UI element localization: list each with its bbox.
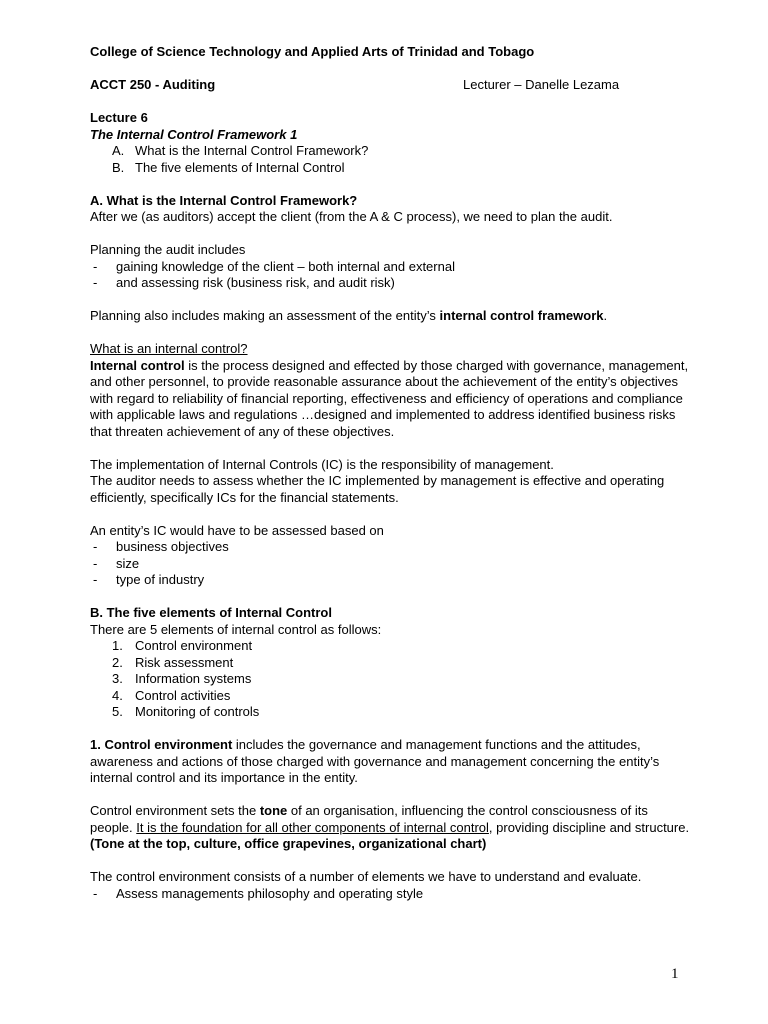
section-a-heading: A. What is the Internal Control Framework? xyxy=(90,192,358,208)
list-item: - business objectives xyxy=(90,539,690,556)
ic-definition: Internal control is the process designed and effected by those charged with governance, management, and other personnel, to provide reasonable assurance about the achievement of the entity’s objectives with regard to reliability of financial reporting, effectiveness and efficiency of operations and compliance with applicable laws and regulations …designed and implemented to address identified business risks that threaten achievement of any of these objectives. xyxy=(90,357,689,439)
list-item: - Assess managements philosophy and operating style xyxy=(90,886,690,903)
list-item: - type of industry xyxy=(90,572,690,589)
list-item: 4. Control activities xyxy=(112,687,231,703)
tone-para: Control environment sets the tone of an organisation, influencing the control consciousness of its people. It is the foundation for all other components of internal control, providing discipline and structure. (Tone at the top, culture, office grapevines, organizational chart) xyxy=(90,803,690,851)
elements-lead: The control environment consists of a number of elements we have to understand and evaluate. xyxy=(90,869,642,884)
lecture-number: Lecture 6 xyxy=(90,110,148,125)
control-environment-para: 1. Control environment includes the governance and management functions and the attitudes, awareness and actions of those charged with governance and management concerning the entity’s internal control and its importance in the entity. xyxy=(90,737,660,785)
course-line xyxy=(90,77,690,94)
ce-elements-list xyxy=(90,886,690,903)
section-b-heading: B. The five elements of Internal Control xyxy=(90,605,332,620)
elements-list xyxy=(90,638,690,721)
section-a-intro: After we (as auditors) accept the client (from the A & C process), we need to plan the audit. xyxy=(90,209,613,224)
list-item: 5. Monitoring of controls xyxy=(112,704,260,719)
implementation-line-2: The auditor needs to assess whether the IC implemented by management is effective and operating efficiently, specifically ICs for the financial statements. xyxy=(90,473,665,505)
list-item: 3. Information systems xyxy=(112,671,252,686)
lecture-outline xyxy=(90,143,690,176)
assess-lead: An entity’s IC would have to be assessed based on xyxy=(90,522,384,538)
college-name: College of Science Technology and Applied Arts of Trinidad and Tobago xyxy=(90,44,535,59)
outline-item: A. What is the Internal Control Framework? xyxy=(112,143,369,158)
document-page xyxy=(90,44,690,902)
planning-also: Planning also includes making an assessment of the entity’s internal control framework. xyxy=(90,308,608,323)
course-title: ACCT 250 - Auditing xyxy=(90,77,216,92)
implementation-line-1: The implementation of Internal Controls (IC) is the responsibility of management. xyxy=(90,456,554,472)
lecturer-name: Lecturer – Danelle Lezama xyxy=(463,77,620,92)
assess-list xyxy=(90,539,690,589)
outline-item: B. The five elements of Internal Control xyxy=(112,159,345,175)
list-item: - size xyxy=(90,556,690,573)
page-number: 1 xyxy=(671,966,679,982)
list-item: 2. Risk assessment xyxy=(112,654,234,670)
lecture-title: The Internal Control Framework 1 xyxy=(90,126,298,142)
ic-question: What is an internal control? xyxy=(90,341,248,356)
list-item: - gaining knowledge of the client – both internal and external xyxy=(90,259,690,276)
planning-lead: Planning the audit includes xyxy=(90,242,246,257)
list-item: - and assessing risk (business risk, and audit risk) xyxy=(90,275,690,292)
section-b-intro: There are 5 elements of internal control as follows: xyxy=(90,621,382,637)
list-item: 1. Control environment xyxy=(112,638,253,653)
planning-list xyxy=(90,259,690,292)
